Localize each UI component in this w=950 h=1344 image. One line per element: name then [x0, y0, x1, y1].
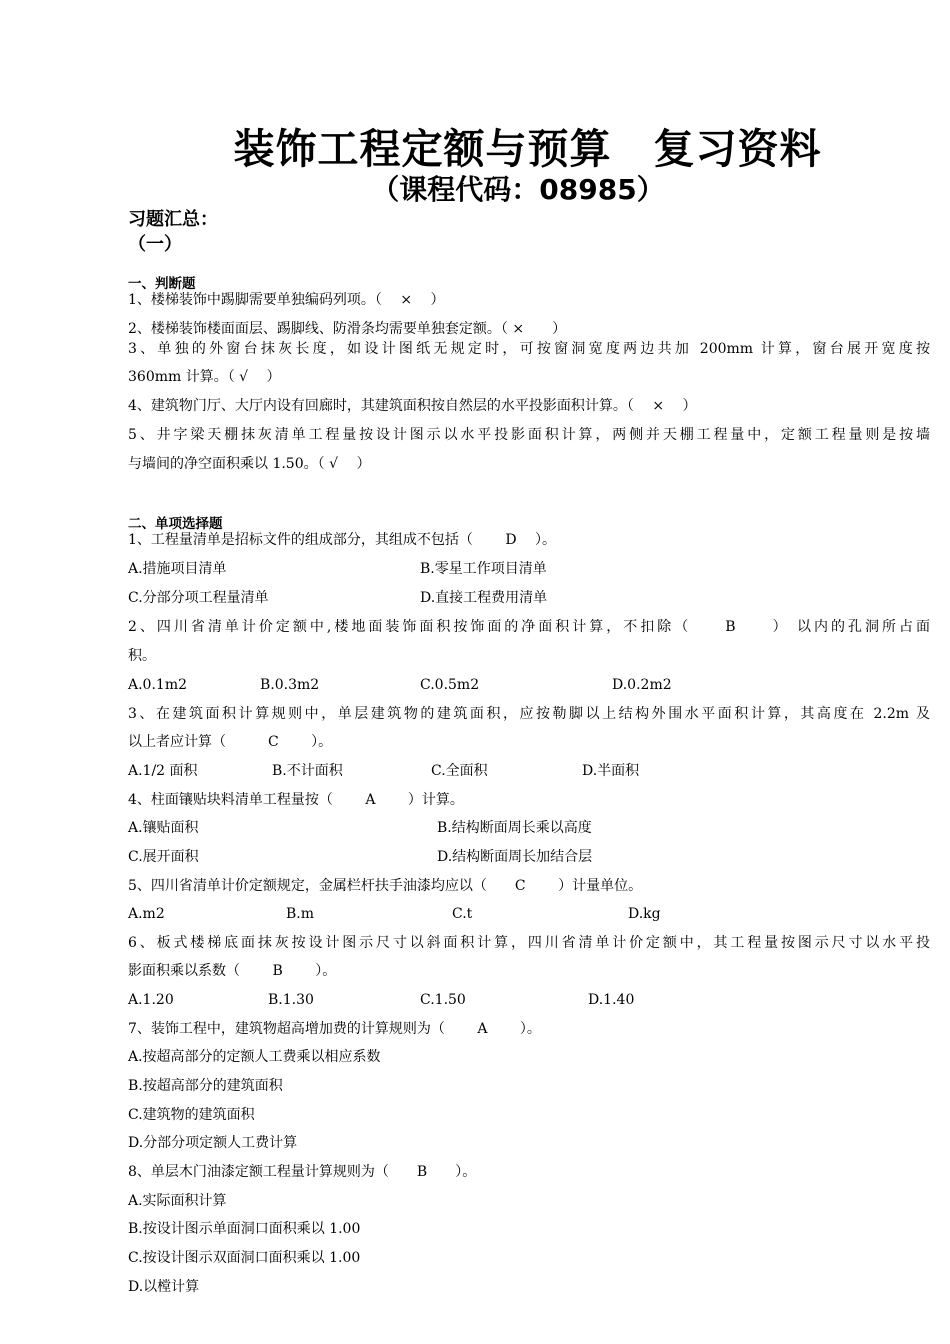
judge-q5-line2: 与墙间的净空面积乘以 1.50。（ √ ）	[128, 456, 371, 472]
choice-q7-option-d: D.分部分项定额人工费计算	[128, 1135, 298, 1151]
choice-q5: 5、四川省清单计价定额规定，金属栏杆扶手油漆均应以（ C ）计量单位。	[128, 878, 643, 894]
choice-q6-line2: 影面积乘以系数（ B ）。	[128, 963, 337, 979]
subsection-heading: （一）	[128, 234, 182, 255]
choice-q7-option-a: A.按超高部分的定额人工费乘以相应系数	[128, 1049, 381, 1065]
choice-q8-option-c: C.按设计图示双面洞口面积乘以 1.00	[128, 1250, 361, 1266]
choice-q2-option-c: C.0.5m2	[420, 677, 480, 693]
choice-q5-option-d: D.kg	[628, 906, 661, 922]
judge-q2: 2、楼梯装饰楼面面层、踢脚线、防滑条均需要单独套定额。（ × ）	[128, 321, 567, 337]
choice-q7-option-b: B.按超高部分的建筑面积	[128, 1078, 283, 1094]
choice-q4-option-d: D.结构断面周长加结合层	[437, 849, 593, 865]
judge-q1: 1、楼梯装饰中踢脚需要单独编码列项。（ × ）	[128, 292, 445, 308]
choice-q6-option-d: D.1.40	[588, 992, 635, 1008]
choice-q6-option-c: C.1.50	[420, 992, 466, 1008]
choice-q2-option-b: B.0.3m2	[260, 677, 320, 693]
choice-q8-option-d: D.以樘计算	[128, 1279, 200, 1295]
choice-q3-option-b: B.不计面积	[272, 763, 343, 779]
choice-section-title: 二、单项选择题	[128, 516, 223, 532]
choice-q8-option-b: B.按设计图示单面洞口面积乘以 1.00	[128, 1221, 361, 1237]
choice-q4-option-a: A.镶贴面积	[128, 820, 199, 836]
choice-q7: 7、装饰工程中，建筑物超高增加费的计算规则为（ A ）。	[128, 1021, 541, 1037]
judge-section-title: 一、判断题	[128, 276, 196, 292]
judge-q4: 4、建筑物门厅、大厅内设有回廊时，其建筑面积按自然层的水平投影面积计算。（ × ）	[128, 398, 697, 414]
course-code: （课程代码：08985）	[371, 173, 665, 206]
choice-q8-option-a: A.实际面积计算	[128, 1193, 227, 1209]
choice-q7-option-c: C.建筑物的建筑面积	[128, 1107, 255, 1123]
choice-q3-line2: 以上者应计算（ C ）。	[128, 734, 333, 750]
choice-q6-option-a: A.1.20	[128, 992, 174, 1008]
choice-q5-option-a: A.m2	[128, 906, 165, 922]
choice-q8: 8、单层木门油漆定额工程量计算规则为（ B ）。	[128, 1164, 477, 1180]
choice-q1-option-d: D.直接工程费用清单	[420, 590, 548, 606]
judge-q3-line2: 360mm 计算。（ √ ）	[128, 369, 281, 385]
choice-q1-option-a: A.措施项目清单	[128, 561, 227, 577]
section-heading: 习题汇总：	[128, 209, 218, 230]
choice-q1-option-b: B.零星工作项目清单	[420, 561, 547, 577]
judge-q5-line1: 5、井字梁天棚抹灰清单工程量按设计图示以水平投影面积计算，两侧并天棚工程量中，定额工程量则是按墙	[128, 427, 930, 443]
choice-q2-line1: 2、四川省清单计价定额中,楼地面装饰面积按饰面的净面积计算，不扣除（ B ） 以内的孔洞所占面	[128, 619, 930, 635]
choice-q2-option-d: D.0.2m2	[612, 677, 672, 693]
choice-q3-option-a: A.1/2 面积	[128, 763, 198, 779]
choice-q5-option-b: B.m	[286, 906, 315, 922]
choice-q6-line1: 6、板式楼梯底面抹灰按设计图示尺寸以斜面积计算，四川省清单计价定额中，其工程量按图示尺寸以水平投	[128, 935, 930, 951]
judge-q3-line1: 3、单独的外窗台抹灰长度，如设计图纸无规定时，可按窗洞宽度两边共加 200mm 计算，窗台展开宽度按	[128, 341, 930, 357]
choice-q1: 1、工程量清单是招标文件的组成部分，其组成不包括（ D ）。	[128, 532, 557, 548]
choice-q2-option-a: A.0.1m2	[128, 677, 188, 693]
choice-q3-option-c: C.全面积	[431, 763, 488, 779]
doc-title: 装饰工程定额与预算 复习资料	[233, 125, 822, 173]
choice-q4-option-c: C.展开面积	[128, 849, 199, 865]
choice-q3-option-d: D.半面积	[582, 763, 640, 779]
choice-q3-line1: 3、在建筑面积计算规则中，单层建筑物的建筑面积，应按勒脚以上结构外围水平面积计算，其高度在 2.2m 及	[128, 706, 930, 722]
choice-q4-option-b: B.结构断面周长乘以高度	[437, 820, 592, 836]
choice-q1-option-c: C.分部分项工程量清单	[128, 590, 269, 606]
choice-q6-option-b: B.1.30	[268, 992, 314, 1008]
choice-q2-line2: 积。	[128, 648, 156, 664]
choice-q4: 4、柱面镶贴块料清单工程量按（ A ）计算。	[128, 792, 464, 808]
choice-q5-option-c: C.t	[452, 906, 473, 922]
